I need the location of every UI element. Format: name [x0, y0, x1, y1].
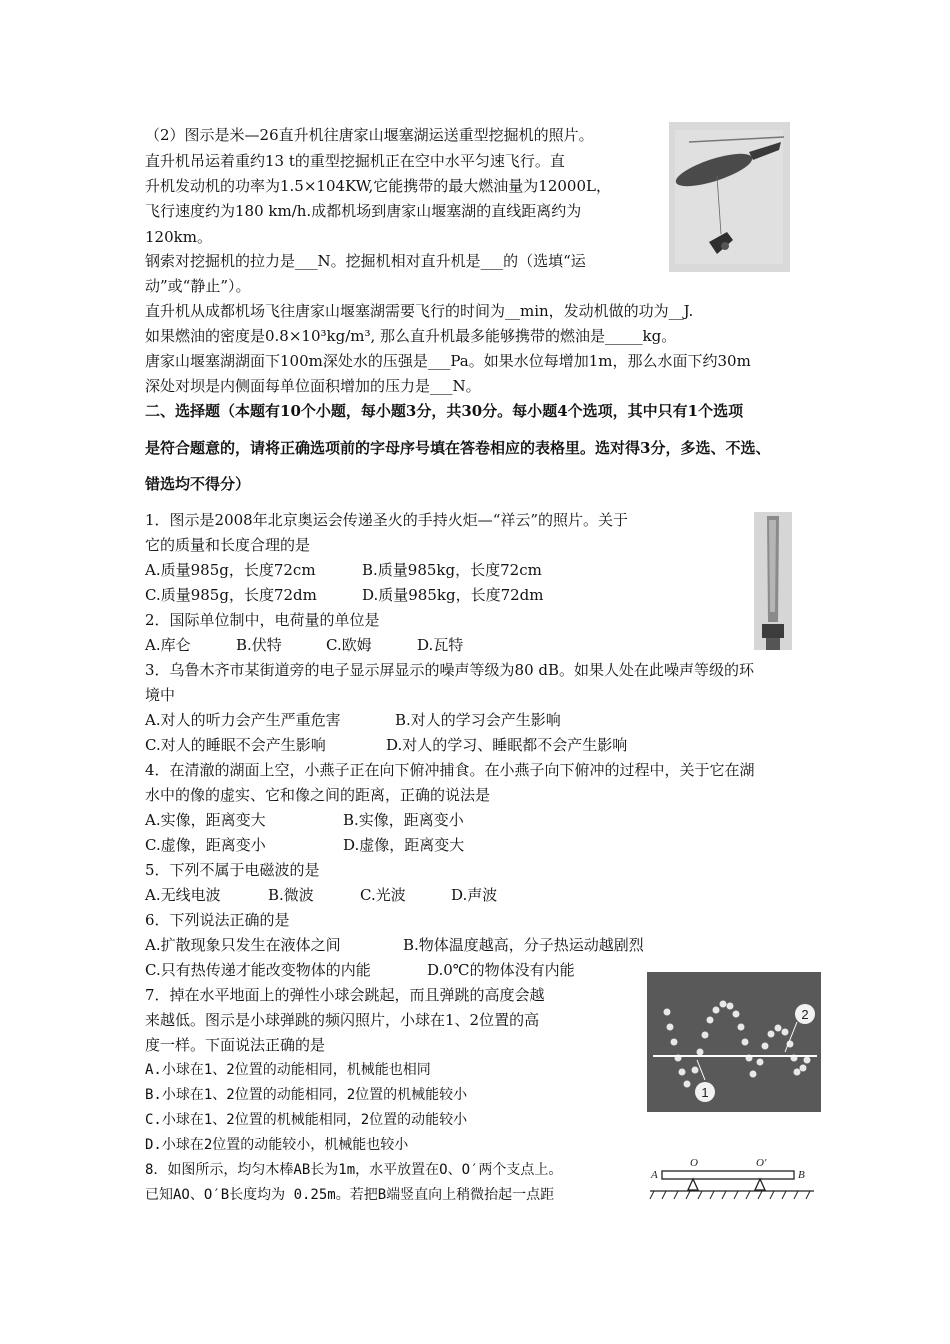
- section-heading: 是符合题意的，请将正确选项前的字母序号填在答卷相应的表格里。选对得3分，多选、不选、: [145, 439, 771, 457]
- option: A.库仑: [145, 636, 191, 654]
- question-stem: 已知AO、O′B长度均为 0.25m。若把B端竖直向上稍微抬起一点距: [145, 1187, 555, 1203]
- question-stem: 度一样。下面说法正确的是: [145, 1036, 326, 1054]
- option: D.虚像，距离变大: [343, 836, 465, 854]
- option: C.光波: [360, 886, 406, 904]
- option: D.声波: [451, 886, 498, 904]
- question-stem: 水中的像的虚实、它和像之间的距离，正确的说法是: [145, 786, 491, 804]
- option: B.伏特: [236, 636, 282, 654]
- question-stem: 3．乌鲁木齐市某街道旁的电子显示屏显示的噪声等级为80 dB。如果人处在此噪声等级的环: [145, 661, 755, 679]
- question-stem: 5．下列不属于电磁波的是: [145, 861, 320, 879]
- option: D.0℃的物体没有内能: [427, 961, 575, 979]
- q2-part-line: 直升机从成都机场飞往唐家山堰塞湖需要飞行的时间为__min，发动机做的功为__J.: [145, 302, 694, 320]
- q2-part-line: 如果燃油的密度是0.8×10³kg/m³, 那么直升机最多能够携带的燃油是_____kg。: [145, 327, 677, 345]
- option: C.欧姆: [326, 636, 372, 654]
- q2-part-line: 120km。: [145, 228, 212, 246]
- option: B.微波: [268, 886, 314, 904]
- q2-part-line: 动”或“静止”）。: [145, 277, 251, 295]
- question-stem: 8．如图所示，均匀木棒AB长为1m，水平放置在O、O′两个支点上。: [145, 1162, 563, 1178]
- question-stem: 4．在清澈的湖面上空，小燕子正在向下俯冲捕食。在小燕子向下俯冲的过程中，关于它在湖: [145, 761, 755, 779]
- option: A.小球在1、2位置的动能相同，机械能也相同: [145, 1062, 431, 1078]
- bouncing-ball-photo: [647, 972, 821, 1112]
- section-heading: 二、选择题（本题有10个小题，每小题3分，共30分。每小题4个选项，其中只有1个选项: [145, 402, 744, 420]
- option: B.小球在1、2位置的动能相同，2位置的机械能较小: [145, 1087, 468, 1103]
- q2-part-line: 飞行速度约为180 km/h.成都机场到唐家山堰塞湖的直线距离约为: [145, 202, 582, 220]
- option: A.实像，距离变大: [145, 811, 266, 829]
- option: C.只有热传递才能改变物体的内能: [145, 961, 371, 979]
- helicopter-photo: [669, 122, 790, 272]
- question-stem: 7．掉在水平地面上的弹性小球会跳起，而且弹跳的高度会越: [145, 986, 545, 1004]
- lever-label-a: A: [651, 1169, 658, 1181]
- question-stem: 境中: [145, 686, 176, 704]
- option: A.扩散现象只发生在液体之间: [145, 936, 341, 954]
- option: B.质量985kg，长度72cm: [362, 561, 542, 579]
- question-stem: 2．国际单位制中，电荷量的单位是: [145, 611, 380, 629]
- lever-label-b: B: [798, 1169, 805, 1181]
- lever-label-o: O: [690, 1157, 698, 1169]
- option: D.瓦特: [417, 636, 464, 654]
- option: C.小球在1、2位置的机械能相同，2位置的动能较小: [145, 1112, 468, 1128]
- option: D.质量985kg，长度72dm: [362, 586, 544, 604]
- option: C.质量985g，长度72dm: [145, 586, 317, 604]
- q2-part-line: 升机发动机的功率为1.5×104KW,它能携带的最大燃油量为12000L，: [145, 177, 611, 195]
- option: C.虚像，距离变小: [145, 836, 266, 854]
- section-heading: 错选均不得分）: [145, 475, 251, 493]
- torch-photo: [754, 512, 792, 650]
- q2-part-line: 直升机吊运着重约13 t的重型挖掘机正在空中水平匀速飞行。直: [145, 152, 565, 170]
- figure-label-1: 1: [701, 1085, 709, 1100]
- q2-part-line: 唐家山堰塞湖湖面下100m深处水的压强是___Pa。如果水位每增加1m，那么水面下约30m: [145, 352, 751, 370]
- option: C.对人的睡眠不会产生影响: [145, 736, 326, 754]
- q2-part-line: 钢索对挖掘机的拉力是___N。挖掘机相对直升机是___的（选填“运: [145, 252, 586, 270]
- figure-label-2: 2: [801, 1007, 809, 1022]
- question-stem: 来越低。图示是小球弹跳的频闪照片，小球在1、2位置的高: [145, 1011, 540, 1029]
- option: D.小球在2位置的动能较小，机械能也较小: [145, 1137, 409, 1153]
- question-stem: 6．下列说法正确的是: [145, 911, 290, 929]
- option: B.对人的学习会产生影响: [395, 711, 561, 729]
- option: A.无线电波: [145, 886, 221, 904]
- question-stem: 1．图示是2008年北京奥运会传递圣火的手持火炬—“祥云”的照片。关于: [145, 511, 629, 529]
- lever-label-o-prime: O′: [756, 1157, 767, 1169]
- option: D.对人的学习、睡眠都不会产生影响: [386, 736, 628, 754]
- q2-part-line: 深处对坝是内侧面每单位面积增加的压力是___N。: [145, 377, 481, 395]
- lever-diagram: [648, 1154, 818, 1206]
- option: A.对人的听力会产生严重危害: [145, 711, 341, 729]
- option: A.质量985g，长度72cm: [145, 561, 316, 579]
- option: B.物体温度越高，分子热运动越剧烈: [403, 936, 644, 954]
- q2-part-line: （2）图示是米—26直升机往唐家山堰塞湖运送重型挖掘机的照片。: [145, 126, 594, 144]
- option: B.实像，距离变小: [343, 811, 464, 829]
- question-stem: 它的质量和长度合理的是: [145, 536, 311, 554]
